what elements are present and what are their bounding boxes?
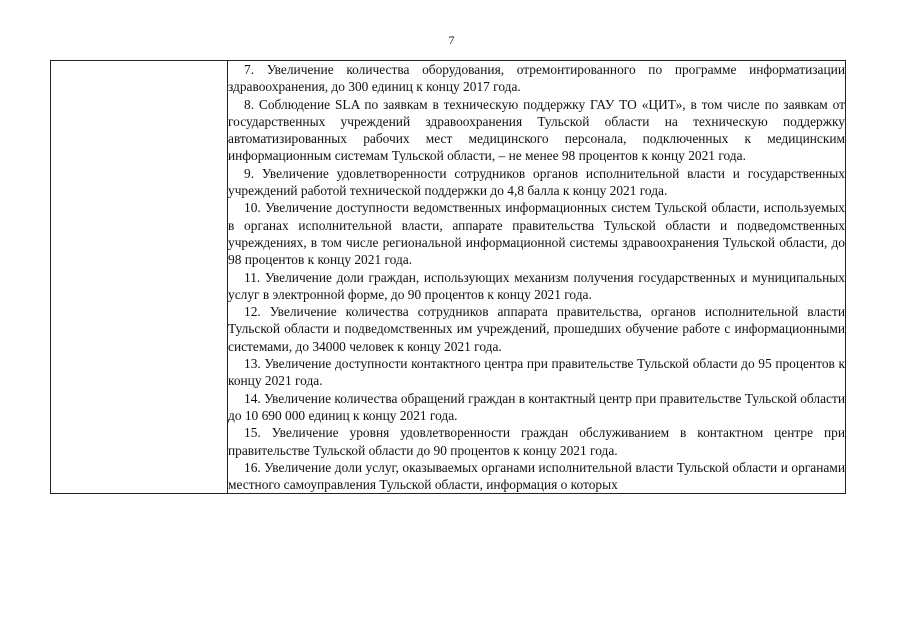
table-row [51, 61, 846, 494]
indicator-paragraph-14: 14. Увеличение количества обращений граждан в контактный центр при правительстве Тульской области до 10 690 000 единиц к концу 2021 года. [228, 390, 845, 423]
page-number: 7 [448, 33, 455, 47]
indicator-paragraph-15: 15. Увеличение уровня удовлетворенности граждан обслуживанием в контактном центре при правительстве Тульской области до 90 процентов к концу 2021 года. [228, 425, 845, 458]
indicator-paragraph-7: 7. Увеличение количества оборудования, отремонтированного по программе информатизации здравоохранения, до 300 единиц к концу 2017 года. [228, 62, 845, 95]
indicators-cell [228, 61, 846, 494]
indicator-paragraph-9: 9. Увеличение удовлетворенности сотрудников органов исполнительной власти и государственных учреждений работой технической поддержки до 4,8 балла к концу 2021 года. [228, 165, 845, 199]
indicator-paragraph-16: 16. Увеличение доли услуг, оказываемых органами исполнительной власти Тульской области и органами местного самоуправления Тульской области, информация о которых [228, 459, 845, 493]
empty-left-cell [51, 61, 228, 494]
indicator-paragraph-10: 10. Увеличение доступности ведомственных информационных систем Тульской области, используемых в органах исполнительной власти, аппарате правительства Тульской области и подведомственных учреждениях, в том числе региональной информационной системы здравоохранения Тульской области, до 98 процентов к концу 2021 года. [228, 200, 845, 268]
indicator-paragraph-11: 11. Увеличение доли граждан, использующих механизм получения государственных и муниципальных услуг в электронной форме, до 90 процентов к концу 2021 года. [228, 269, 845, 302]
indicator-paragraph-8: 8. Соблюдение SLA по заявкам в техническую поддержку ГАУ ТО «ЦИТ», в том числе по заявкам от государственных учреждений здравоохранения Тульской области на техническую поддержку автоматизированных рабочих мест медицинского персонала, подключенных к медицинским информационным системам Тульской области, – не менее 98 процентов к концу 2021 года. [228, 96, 845, 164]
indicators-table [50, 60, 846, 494]
indicator-paragraph-12: 12. Увеличение количества сотрудников аппарата правительства, органов исполнительной власти Тульской области и подведомственных им учреждений, прошедших обучение работе с информационными системами, до 34000 человек к концу 2021 года. [228, 304, 845, 354]
indicator-paragraph-13: 13. Увеличение доступности контактного центра при правительстве Тульской области до 95 процентов к концу 2021 года. [228, 356, 845, 389]
